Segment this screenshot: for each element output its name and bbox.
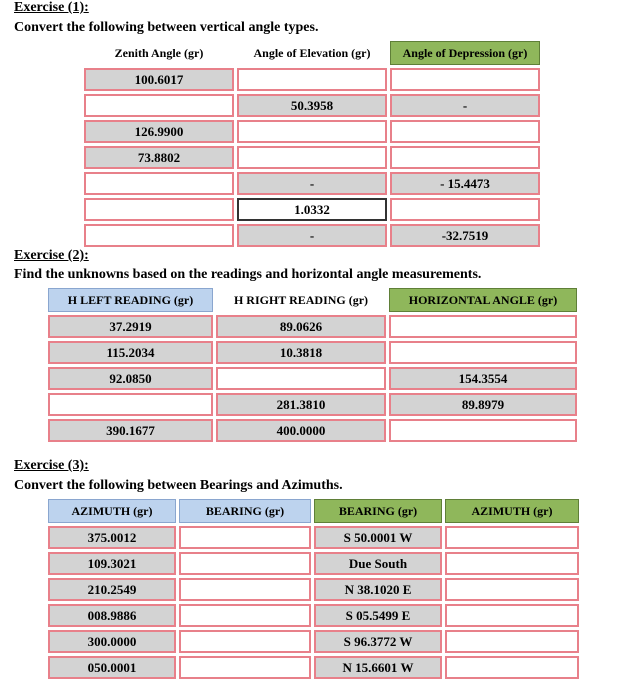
bearing-given-cell: S 50.0001 W (314, 526, 442, 549)
h-right-cell: 400.0000 (216, 419, 386, 442)
header-bearing-1: BEARING (gr) (179, 499, 311, 523)
azimuth-answer-cell[interactable] (445, 656, 579, 679)
h-left-cell: 37.2919 (48, 315, 213, 338)
depression-cell[interactable] (390, 146, 540, 169)
horizontal-angles-table (45, 285, 580, 445)
elevation-cell: 50.3958 (237, 94, 387, 117)
horizontal-angle-cell: 154.3554 (389, 367, 577, 390)
zenith-cell[interactable] (84, 94, 234, 117)
zenith-cell: 126.9900 (84, 120, 234, 143)
horizontal-angle-cell[interactable] (389, 315, 577, 338)
h-right-cell: 281.3810 (216, 393, 386, 416)
header-elevation: Angle of Elevation (gr) (237, 41, 387, 65)
azimuth-answer-cell[interactable] (445, 578, 579, 601)
depression-cell: -32.7519 (390, 224, 540, 247)
elevation-cell[interactable] (237, 120, 387, 143)
h-left-cell: 92.0850 (48, 367, 213, 390)
bearing-answer-cell[interactable] (179, 604, 311, 627)
depression-cell[interactable] (390, 68, 540, 91)
azimuth-answer-cell[interactable] (445, 630, 579, 653)
bearing-given-cell: S 96.3772 W (314, 630, 442, 653)
elevation-cell: - (237, 224, 387, 247)
h-right-cell[interactable] (216, 367, 386, 390)
elevation-cell: - (237, 172, 387, 195)
bearing-given-cell: N 38.1020 E (314, 578, 442, 601)
horizontal-angle-cell[interactable] (389, 341, 577, 364)
bearing-azimuth-table (45, 496, 582, 682)
header-zenith: Zenith Angle (gr) (84, 41, 234, 65)
depression-cell[interactable] (390, 198, 540, 221)
depression-cell[interactable] (390, 120, 540, 143)
exercise-3-instruction: Convert the following between Bearings and Azimuths. (14, 478, 343, 493)
exercise-1-instruction: Convert the following between vertical angle types. (14, 20, 319, 35)
azimuth-answer-cell[interactable] (445, 526, 579, 549)
h-left-cell: 115.2034 (48, 341, 213, 364)
azimuth-answer-cell[interactable] (445, 604, 579, 627)
bearing-answer-cell[interactable] (179, 630, 311, 653)
exercise-2-instruction: Find the unknowns based on the readings and horizontal angle measurements. (14, 267, 482, 282)
azimuth-answer-cell[interactable] (445, 552, 579, 575)
horizontal-angle-cell: 89.8979 (389, 393, 577, 416)
header-depression: Angle of Depression (gr) (390, 41, 540, 65)
azimuth-given-cell: 375.0012 (48, 526, 176, 549)
azimuth-given-cell: 109.3021 (48, 552, 176, 575)
zenith-cell[interactable] (84, 172, 234, 195)
elevation-cell: 1.0332 (237, 198, 387, 221)
exercise-1-title: Exercise (1): (14, 0, 89, 15)
h-left-cell[interactable] (48, 393, 213, 416)
horizontal-angle-cell[interactable] (389, 419, 577, 442)
bearing-given-cell: S 05.5499 E (314, 604, 442, 627)
zenith-cell: 100.6017 (84, 68, 234, 91)
azimuth-given-cell: 210.2549 (48, 578, 176, 601)
vertical-angles-table (81, 38, 543, 250)
depression-cell: - 15.4473 (390, 172, 540, 195)
bearing-answer-cell[interactable] (179, 578, 311, 601)
bearing-answer-cell[interactable] (179, 526, 311, 549)
h-right-cell: 10.3818 (216, 341, 386, 364)
azimuth-given-cell: 300.0000 (48, 630, 176, 653)
exercise-3-title: Exercise (3): (14, 458, 89, 473)
bearing-given-cell: N 15.6601 W (314, 656, 442, 679)
bearing-answer-cell[interactable] (179, 552, 311, 575)
header-bearing-2: BEARING (gr) (314, 499, 442, 523)
h-right-cell: 89.0626 (216, 315, 386, 338)
bearing-answer-cell[interactable] (179, 656, 311, 679)
header-horizontal-angle: HORIZONTAL ANGLE (gr) (389, 288, 577, 312)
elevation-cell[interactable] (237, 68, 387, 91)
azimuth-given-cell: 008.9886 (48, 604, 176, 627)
header-h-right: H RIGHT READING (gr) (216, 288, 386, 312)
h-left-cell: 390.1677 (48, 419, 213, 442)
depression-cell: - (390, 94, 540, 117)
header-azimuth-2: AZIMUTH (gr) (445, 499, 579, 523)
exercise-2-title: Exercise (2): (14, 248, 89, 263)
zenith-cell: 73.8802 (84, 146, 234, 169)
zenith-cell[interactable] (84, 224, 234, 247)
zenith-cell[interactable] (84, 198, 234, 221)
azimuth-given-cell: 050.0001 (48, 656, 176, 679)
header-azimuth-1: AZIMUTH (gr) (48, 499, 176, 523)
header-h-left: H LEFT READING (gr) (48, 288, 213, 312)
bearing-given-cell: Due South (314, 552, 442, 575)
elevation-cell[interactable] (237, 146, 387, 169)
